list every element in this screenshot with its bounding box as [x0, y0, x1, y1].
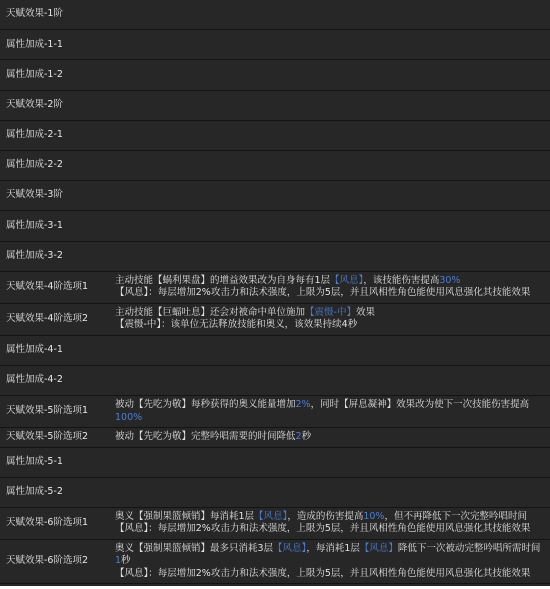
row-value — [110, 396, 550, 428]
row-key: 属性加成-1-1 — [6, 38, 63, 50]
table-row — [0, 150, 550, 180]
row-key: 属性加成-1-2 — [6, 68, 63, 80]
highlight-text: 【风息】 — [330, 274, 364, 286]
highlight-text: 10% — [363, 510, 385, 522]
table-row — [0, 335, 550, 365]
value-text: 秒 — [121, 555, 131, 567]
table-row — [0, 303, 550, 335]
row-value — [110, 241, 550, 271]
value-line — [115, 431, 544, 444]
row-value — [110, 477, 550, 507]
table-row — [0, 30, 550, 60]
highlight-text: 2 — [295, 431, 302, 443]
row-key: 属性加成-4-2 — [6, 374, 63, 386]
table-row — [0, 428, 550, 448]
value-text: 效果 — [355, 306, 375, 318]
highlight-text: 【风息】 — [273, 542, 307, 554]
row-value — [110, 211, 550, 241]
value-text: 【风息】：每层增加2%攻击力和法术强度，上限为5层，并且风相性角色能使用风息强化其技能效果 — [115, 287, 531, 299]
table-row — [0, 396, 550, 428]
highlight-text: 【风息】 — [254, 510, 288, 522]
row-key: 天赋效果-1阶 — [6, 8, 63, 20]
value-line — [115, 319, 544, 332]
row-value — [110, 507, 550, 539]
value-text: 主动技能【巨蝠吐息】还会对被命中单位施加 — [115, 306, 306, 318]
table-row — [0, 0, 550, 30]
table-row — [0, 181, 550, 211]
value-text: 奥义【强制果篮倾销】每消耗1层 — [115, 510, 255, 522]
table-row — [0, 241, 550, 271]
row-key: 属性加成-2-2 — [6, 159, 63, 171]
highlight-text: 【风息】 — [359, 542, 398, 554]
value-line — [115, 307, 544, 320]
row-key: 天赋效果-2阶 — [6, 98, 63, 110]
table-row — [0, 120, 550, 150]
row-key: 属性加成-4-1 — [6, 344, 63, 356]
highlight-text: 30% — [439, 274, 461, 286]
row-key: 天赋效果-6阶选项1 — [6, 517, 89, 529]
row-value — [110, 60, 550, 90]
row-key: 天赋效果-6阶选项2 — [6, 555, 89, 567]
value-text: ，每消耗1层 — [306, 542, 360, 554]
value-line — [115, 287, 544, 300]
row-key: 天赋效果-5阶选项2 — [6, 431, 89, 443]
value-text: 被动【先吃为敬】每秒获得的奥义能量增加 — [115, 399, 296, 411]
row-value — [110, 428, 550, 448]
value-text: 秒 — [301, 431, 312, 443]
value-line — [115, 568, 544, 581]
row-value — [110, 120, 550, 150]
value-line — [115, 523, 544, 536]
row-value — [110, 447, 550, 477]
value-text: 主动技能【蜗利果盘】的增益效果改为自身每有1层 — [115, 274, 331, 286]
row-value — [110, 181, 550, 211]
row-value — [110, 150, 550, 180]
highlight-text: 【震慑-中】 — [305, 306, 356, 318]
value-line — [115, 275, 544, 288]
row-key: 属性加成-5-2 — [6, 486, 63, 498]
row-key: 天赋效果-5阶选项1 — [6, 405, 89, 417]
row-key: 天赋效果-3阶 — [6, 189, 63, 201]
value-text: 【震慑-中】：该单位无法释放技能和奥义，该效果持续4秒 — [115, 319, 358, 331]
row-key: 属性加成-3-2 — [6, 249, 63, 261]
row-value — [110, 0, 550, 30]
highlight-text: 1 — [115, 555, 122, 567]
value-line — [115, 543, 544, 568]
table-row — [0, 365, 550, 395]
value-text: 【风息】：每层增加2%攻击力和法术强度，上限为5层，并且风相性角色能使用风息强化其技能效果 — [115, 567, 531, 579]
highlight-text: 2% — [295, 399, 311, 411]
row-key: 天赋效果-4阶选项1 — [6, 280, 89, 292]
table-row — [0, 539, 550, 584]
value-text: 被动【先吃为敬】完整吟唱需要的时间降低 — [115, 431, 296, 443]
row-value — [110, 271, 550, 303]
value-text: ，造成的伤害提高 — [287, 510, 364, 522]
row-value — [110, 539, 550, 584]
value-text: ，该技能伤害提高 — [363, 274, 440, 286]
row-value — [110, 30, 550, 60]
value-line — [115, 399, 544, 424]
table-row — [0, 60, 550, 90]
value-text: ，但不再降低下一次完整吟唱时间 — [384, 510, 527, 522]
row-key: 属性加成-2-1 — [6, 129, 63, 141]
row-key: 属性加成-3-1 — [6, 219, 63, 231]
row-key: 天赋效果-4阶选项2 — [6, 312, 89, 324]
table-row — [0, 271, 550, 303]
table-row — [0, 507, 550, 539]
table-row — [0, 447, 550, 477]
highlight-text: 100% — [115, 411, 143, 423]
table-row — [0, 90, 550, 120]
row-value — [110, 90, 550, 120]
row-value — [110, 303, 550, 335]
value-text: ，同时【屏息凝神】效果改为使下一次技能伤害提高 — [310, 399, 530, 411]
row-key: 属性加成-5-1 — [6, 455, 63, 467]
value-text: 【风息】：每层增加2%攻击力和法术强度，上限为5层，并且风相性角色能使用风息强化其技能效果 — [115, 523, 531, 535]
value-line — [115, 511, 544, 524]
table-row — [0, 211, 550, 241]
value-text: 降低下一次被动完整吟唱所需时间 — [397, 542, 541, 554]
row-value — [110, 365, 550, 395]
row-value — [110, 335, 550, 365]
table-row — [0, 477, 550, 507]
value-text: 奥义【强制果篮倾销】最多只消耗3层 — [115, 542, 274, 554]
